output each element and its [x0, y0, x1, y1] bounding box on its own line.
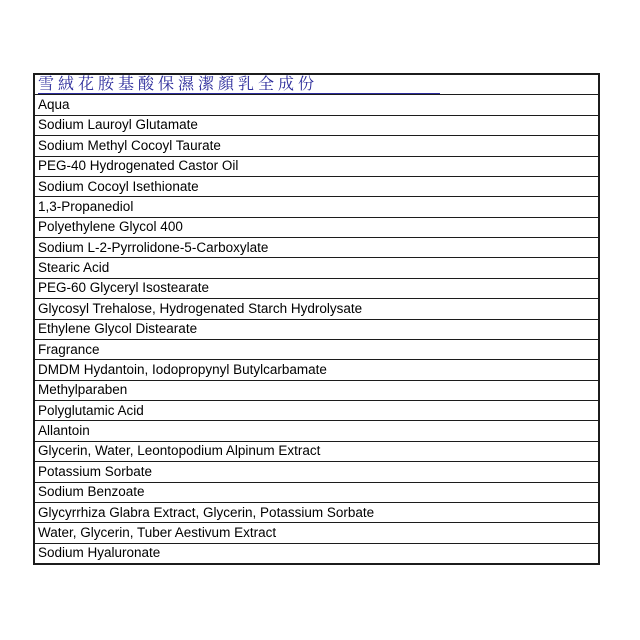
- table-row: [35, 94, 598, 114]
- table-row: [35, 441, 598, 461]
- table-row: [35, 400, 598, 420]
- table-row: [35, 217, 598, 237]
- ingredient-cell: DMDM Hydantoin, Iodopropynyl Butylcarbamate: [38, 361, 327, 377]
- ingredient-cell: Aqua: [38, 97, 70, 113]
- table-row: [35, 461, 598, 481]
- ingredient-cell: Sodium Benzoate: [38, 484, 145, 500]
- table-row: [35, 257, 598, 277]
- table-row: [35, 543, 598, 563]
- table-row: [35, 359, 598, 379]
- ingredient-cell: Ethylene Glycol Distearate: [38, 321, 198, 337]
- table-row: [35, 176, 598, 196]
- ingredient-cell: Glycyrrhiza Glabra Extract, Glycerin, Potassium Sorbate: [38, 504, 375, 520]
- ingredient-cell: Sodium L-2-Pyrrolidone-5-Carboxylate: [38, 239, 269, 255]
- ingredient-cell: Potassium Sorbate: [38, 463, 153, 479]
- ingredient-cell: Stearic Acid: [38, 260, 110, 276]
- ingredient-cell: Sodium Methyl Cocoyl Taurate: [38, 137, 221, 153]
- ingredient-cell: PEG-40 Hydrogenated Castor Oil: [38, 158, 239, 174]
- ingredient-cell: PEG-60 Glyceryl Isostearate: [38, 280, 210, 296]
- table-header-row: [35, 75, 598, 94]
- ingredient-cell: Fragrance: [38, 341, 100, 357]
- table-row: [35, 278, 598, 298]
- table-row: [35, 135, 598, 155]
- table-row: [35, 482, 598, 502]
- table-row: [35, 319, 598, 339]
- ingredients-table: [33, 73, 600, 565]
- table-row: [35, 502, 598, 522]
- ingredient-cell: Glycerin, Water, Leontopodium Alpinum Extract: [38, 443, 321, 459]
- table-row: [35, 522, 598, 542]
- ingredient-cell: Sodium Cocoyl Isethionate: [38, 178, 199, 194]
- ingredient-cell: Allantoin: [38, 423, 90, 439]
- table-row: [35, 339, 598, 359]
- ingredient-cell: Polyethylene Glycol 400: [38, 219, 183, 235]
- ingredient-cell: Sodium Hyaluronate: [38, 545, 161, 561]
- ingredient-cell: Methylparaben: [38, 382, 128, 398]
- ingredient-cell: Water, Glycerin, Tuber Aestivum Extract: [38, 524, 277, 540]
- table-row: [35, 380, 598, 400]
- ingredient-cell: Polyglutamic Acid: [38, 402, 144, 418]
- ingredient-cell: Glycosyl Trehalose, Hydrogenated Starch Hydrolysate: [38, 300, 363, 316]
- table-row: [35, 237, 598, 257]
- table-row: [35, 156, 598, 176]
- table-row: [35, 196, 598, 216]
- ingredient-cell: 1,3-Propanediol: [38, 198, 134, 214]
- table-row: [35, 298, 598, 318]
- ingredient-cell: Sodium Lauroyl Glutamate: [38, 117, 198, 133]
- table-title: 雪絨花胺基酸保濕潔顏乳全成份: [38, 75, 440, 94]
- table-row: [35, 420, 598, 440]
- table-row: [35, 115, 598, 135]
